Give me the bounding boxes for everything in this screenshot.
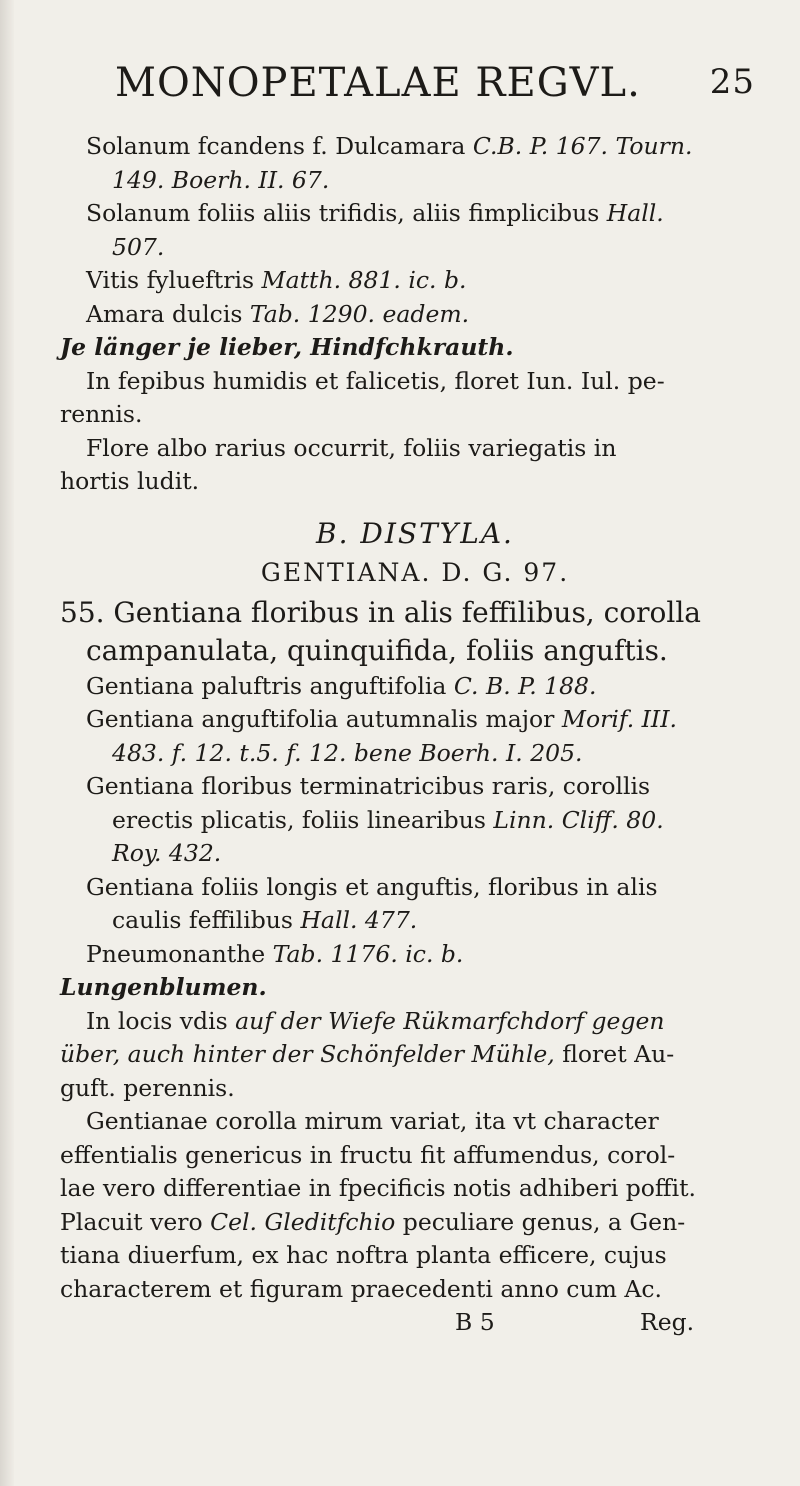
text-line: rennis. <box>60 400 143 428</box>
text-line: In fepibus humidis et falicetis, floret Iun. Iul. pe- <box>86 366 665 395</box>
text-line: Je länger je lieber, Hindfchkrauth. <box>60 333 514 361</box>
section-heading: B. DISTYLA. <box>316 516 514 550</box>
running-header <box>115 60 755 120</box>
text-line: In locis vdis auf der Wiefe Rükmarfchdorf gegen <box>86 1006 665 1035</box>
page-edge-shadow <box>0 0 14 1486</box>
signature-line <box>60 1306 770 1340</box>
text-line: tiana diuerfum, ex hac noftra planta efficere, cujus <box>60 1241 667 1269</box>
text-line: Flore albo rarius occurrit, foliis variegatis in <box>86 433 617 462</box>
text-line: caulis feffilibus Hall. 477. <box>112 906 418 934</box>
text-line: Placuit vero Cel. Gleditfchio peculiare genus, a Gen- <box>60 1207 686 1236</box>
text-line: erectis plicatis, foliis linearibus Linn. Cliff. 80. <box>112 805 664 834</box>
text-line: Gentianae corolla mirum variat, ita vt character <box>86 1107 659 1135</box>
text-line: Gentiana paluftris anguftifolia C. B. P. 188. <box>86 671 597 700</box>
header-title: MONOPETALAE REGVL. <box>115 60 641 106</box>
catchword: Reg. <box>640 1308 695 1336</box>
text-line: Solanum fcandens f. Dulcamara C.B. P. 167. Tourn. <box>86 132 693 160</box>
species-diagnosis: 55. Gentiana floribus in alis feffilibus, corolla <box>60 595 701 629</box>
text-line: Gentiana foliis longis et anguftis, floribus in alis <box>86 872 658 901</box>
text-line: 149. Boerh. II. 67. <box>112 165 330 194</box>
page-body <box>60 130 770 1340</box>
text-line: Vitis fylueftris Matth. 881. ic. b. <box>86 266 467 294</box>
text-line: Roy. 432. <box>112 839 222 867</box>
page-number: 25 <box>709 62 755 102</box>
text-line: lae vero differentiae in fpecificis notis adhiberi poffit. <box>60 1174 697 1202</box>
text-line: über, auch hinter der Schönfelder Mühle, floret Au- <box>60 1040 675 1068</box>
text-line: hortis ludit. <box>60 467 200 495</box>
signature-mark: B 5 <box>455 1308 495 1336</box>
text-line: Lungenblumen. <box>60 973 267 1001</box>
text-line: Pneumonanthe Tab. 1176. ic. b. <box>86 939 464 968</box>
text-line: Solanum foliis aliis trifidis, aliis fimplicibus Hall. <box>86 199 664 227</box>
text-line: Amara dulcis Tab. 1290. eadem. <box>86 299 470 328</box>
text-line: guft. perennis. <box>60 1073 235 1102</box>
species-diagnosis: campanulata, quinquifida, foliis anguftis. <box>86 633 668 667</box>
text-line: 507. <box>112 232 165 261</box>
text-line: effentialis genericus in fructu fit affumendus, corol- <box>60 1140 676 1169</box>
text-line: Gentiana anguftifolia autumnalis major Morif. III. <box>86 705 677 733</box>
text-line: characterem et figuram praecedenti anno cum Ac. <box>60 1274 662 1303</box>
text-line: Gentiana floribus terminatricibus raris, corollis <box>86 772 651 800</box>
genus-heading: GENTIANA. D. G. 97. <box>260 558 570 587</box>
text-line: 483. f. 12. t.5. f. 12. bene Boerh. I. 205. <box>112 738 583 767</box>
